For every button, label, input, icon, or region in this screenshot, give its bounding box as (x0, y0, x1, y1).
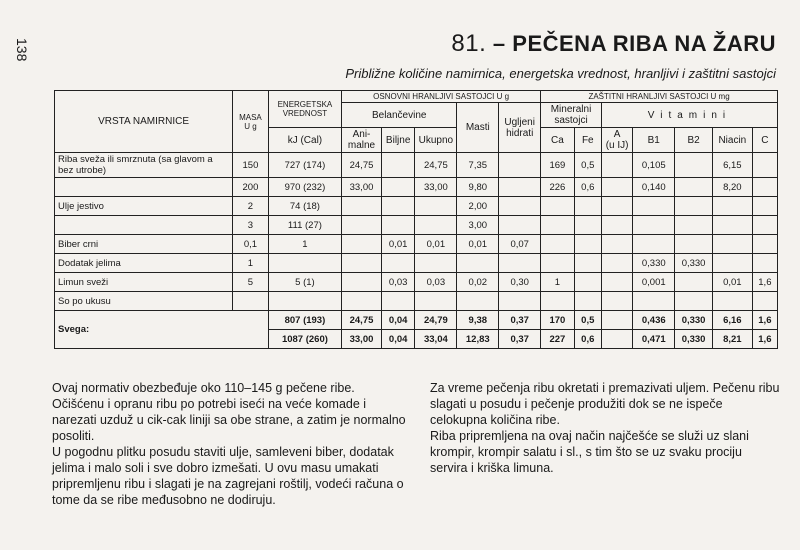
cell-bil (381, 216, 415, 235)
instructions-right (430, 380, 780, 476)
header-vitamin-c: C (752, 128, 777, 153)
nutrition-table (54, 90, 778, 349)
total-cell-ugh: 0,37 (499, 330, 541, 349)
total-cell-masti: 12,83 (457, 330, 499, 349)
header-ca: Ca (541, 128, 575, 153)
cell-c (752, 178, 777, 197)
header-masa: MASA U g (233, 91, 269, 153)
cell-uk (415, 197, 457, 216)
cell-food-name (55, 178, 233, 197)
cell-a (601, 292, 632, 311)
cell-masti: 0,02 (457, 273, 499, 292)
table-body (55, 153, 778, 349)
header-fe: Fe (574, 128, 601, 153)
cell-masa: 2 (233, 197, 269, 216)
instructions-left (52, 380, 412, 508)
totals-label: Svega: (55, 311, 269, 349)
recipe-name: – PEČENA RIBA NA ŽARU (492, 31, 776, 56)
cell-uk: 0,01 (415, 235, 457, 254)
cell-ca: 226 (541, 178, 575, 197)
cell-c (752, 254, 777, 273)
cell-ca (541, 197, 575, 216)
cell-niacin (712, 292, 752, 311)
cell-niacin (712, 216, 752, 235)
cell-food-name: Ulje jestivo (55, 197, 233, 216)
total-cell-bil: 0,04 (381, 311, 415, 330)
cell-food-name: Limun sveži (55, 273, 233, 292)
cell-ugh (499, 254, 541, 273)
cell-ugh (499, 178, 541, 197)
header-ukupno: Ukupno (415, 128, 457, 153)
cell-ca (541, 292, 575, 311)
cell-bil (381, 153, 415, 178)
cell-a (601, 216, 632, 235)
cell-ca (541, 254, 575, 273)
cell-b2: 0,330 (675, 254, 713, 273)
cell-fe: 0,6 (574, 178, 601, 197)
cell-fe (574, 197, 601, 216)
cell-niacin: 6,15 (712, 153, 752, 178)
cell-masti: 9,80 (457, 178, 499, 197)
cell-a (601, 197, 632, 216)
instruction-paragraph: Ovaj normativ obezbeđuje oko 110–145 g pečene ribe. (52, 381, 355, 395)
header-masti: Masti (457, 103, 499, 153)
cell-kj: 1 (268, 235, 341, 254)
cell-ani (342, 273, 382, 292)
recipe-title (451, 30, 776, 58)
instruction-paragraph: Očišćenu i opranu ribu po potrebi iseći na veće komade i narezati uzduž u cik-cak liniji sa obe strane, a zatim je normalno posoliti. (52, 397, 406, 443)
total-cell-b1: 0,436 (633, 311, 675, 330)
cell-kj: 5 (1) (268, 273, 341, 292)
cell-b1: 0,001 (633, 273, 675, 292)
cell-a (601, 235, 632, 254)
cell-ani (342, 197, 382, 216)
total-cell-masti: 9,38 (457, 311, 499, 330)
cell-b1: 0,105 (633, 153, 675, 178)
cell-ugh (499, 292, 541, 311)
cell-c (752, 216, 777, 235)
cell-ca: 1 (541, 273, 575, 292)
cell-a (601, 273, 632, 292)
total-cell-kj: 807 (193) (268, 311, 341, 330)
cell-bil (381, 254, 415, 273)
cell-kj (268, 254, 341, 273)
cell-c: 1,6 (752, 273, 777, 292)
cell-b1 (633, 235, 675, 254)
recipe-number: 81. (451, 30, 487, 57)
cell-b1: 0,140 (633, 178, 675, 197)
cell-b2 (675, 197, 713, 216)
total-cell-uk: 33,04 (415, 330, 457, 349)
cell-b1: 0,330 (633, 254, 675, 273)
cell-ugh (499, 216, 541, 235)
cell-food-name: Biber crni (55, 235, 233, 254)
header-vitamin-b1: B1 (633, 128, 675, 153)
cell-fe (574, 292, 601, 311)
cell-masti: 2,00 (457, 197, 499, 216)
cell-fe (574, 235, 601, 254)
cell-b2 (675, 178, 713, 197)
cell-ani (342, 254, 382, 273)
cell-ugh: 0,30 (499, 273, 541, 292)
cell-ca (541, 235, 575, 254)
total-cell-b1: 0,471 (633, 330, 675, 349)
cell-ani (342, 235, 382, 254)
cell-masa: 150 (233, 153, 269, 178)
total-cell-c: 1,6 (752, 311, 777, 330)
cell-masa: 1 (233, 254, 269, 273)
cell-food-name: Dodatak jelima (55, 254, 233, 273)
total-cell-kj: 1087 (260) (268, 330, 341, 349)
cell-a (601, 178, 632, 197)
cell-masti (457, 254, 499, 273)
cell-ca (541, 216, 575, 235)
table-row (55, 292, 778, 311)
cell-bil: 0,01 (381, 235, 415, 254)
cell-masti (457, 292, 499, 311)
cell-b2 (675, 153, 713, 178)
cell-masa: 0,1 (233, 235, 269, 254)
cell-masa: 200 (233, 178, 269, 197)
total-cell-ani: 24,75 (342, 311, 382, 330)
cell-kj: 970 (232) (268, 178, 341, 197)
cell-bil: 0,03 (381, 273, 415, 292)
table-row (55, 216, 778, 235)
cell-masa: 5 (233, 273, 269, 292)
cell-ugh (499, 197, 541, 216)
cell-a (601, 153, 632, 178)
instruction-paragraph: Riba pripremljena na ovaj način najčešće se služi uz slani krompir, krompir salatu i sl., s tim što se uz svaku prociju servira i kriška limuna. (430, 429, 749, 475)
total-cell-a (601, 311, 632, 330)
cell-food-name: So po ukusu (55, 292, 233, 311)
cell-bil (381, 292, 415, 311)
cell-masa: 3 (233, 216, 269, 235)
cell-uk (415, 292, 457, 311)
header-animalne: Ani- malne (342, 128, 382, 153)
page-number: 138 (14, 38, 30, 62)
total-cell-b2: 0,330 (675, 330, 713, 349)
cell-ugh: 0,07 (499, 235, 541, 254)
cell-b2 (675, 273, 713, 292)
cell-uk: 33,00 (415, 178, 457, 197)
cell-b1 (633, 216, 675, 235)
cell-b1 (633, 197, 675, 216)
header-vitamini: Vitamini (601, 103, 777, 128)
cell-c (752, 235, 777, 254)
cell-c (752, 197, 777, 216)
header-osnovni: OSNOVNI HRANLJIVI SASTOJCI U g (342, 91, 541, 103)
table-row (55, 254, 778, 273)
total-cell-niacin: 8,21 (712, 330, 752, 349)
header-energetska: ENERGETSKA VREDNOST (268, 91, 341, 128)
cell-kj: 111 (27) (268, 216, 341, 235)
total-cell-c: 1,6 (752, 330, 777, 349)
total-cell-fe: 0,5 (574, 311, 601, 330)
cell-fe: 0,5 (574, 153, 601, 178)
header-vrsta: VRSTA NAMIRNICE (55, 91, 233, 153)
total-cell-bil: 0,04 (381, 330, 415, 349)
cell-masti: 7,35 (457, 153, 499, 178)
cell-niacin (712, 235, 752, 254)
header-biljne: Biljne (381, 128, 415, 153)
total-cell-niacin: 6,16 (712, 311, 752, 330)
cell-masa (233, 292, 269, 311)
header-zastitni: ZAŠTITNI HRANLJIVI SASTOJCI U mg (541, 91, 778, 103)
cell-masti: 0,01 (457, 235, 499, 254)
cell-niacin (712, 197, 752, 216)
total-cell-fe: 0,6 (574, 330, 601, 349)
cell-bil (381, 197, 415, 216)
cell-fe (574, 273, 601, 292)
cell-b2 (675, 216, 713, 235)
cell-ani (342, 292, 382, 311)
table-row (55, 273, 778, 292)
cell-c (752, 292, 777, 311)
table-row (55, 153, 778, 178)
cell-food-name (55, 216, 233, 235)
header-vitamin-a: A (u IJ) (601, 128, 632, 153)
cell-ugh (499, 153, 541, 178)
cell-b2 (675, 292, 713, 311)
totals-row (55, 311, 778, 330)
header-vitamin-b2: B2 (675, 128, 713, 153)
total-cell-uk: 24,79 (415, 311, 457, 330)
cell-kj: 727 (174) (268, 153, 341, 178)
table-row (55, 178, 778, 197)
cell-a (601, 254, 632, 273)
cell-fe (574, 216, 601, 235)
instruction-paragraph: Za vreme pečenja ribu okretati i premazivati uljem. Pečenu ribu slagati u posudu i pečenje produžiti dok se ne ispeče celokupna količina ribe. (430, 381, 780, 427)
header-belancevine: Belančevine (342, 103, 457, 128)
cell-niacin: 8,20 (712, 178, 752, 197)
header-niacin: Niacin (712, 128, 752, 153)
cell-ani: 33,00 (342, 178, 382, 197)
header-ugljeni: Ugljeni hidrati (499, 103, 541, 153)
cell-b1 (633, 292, 675, 311)
cell-b2 (675, 235, 713, 254)
total-cell-ani: 33,00 (342, 330, 382, 349)
header-mineralni: Mineralni sastojci (541, 103, 602, 128)
total-cell-b2: 0,330 (675, 311, 713, 330)
cell-uk (415, 254, 457, 273)
table-row (55, 197, 778, 216)
cell-ani: 24,75 (342, 153, 382, 178)
cell-bil (381, 178, 415, 197)
total-cell-ca: 227 (541, 330, 575, 349)
cell-uk: 24,75 (415, 153, 457, 178)
cell-food-name: Riba sveža ili smrznuta (sa glavom a bez utrobe) (55, 153, 233, 178)
cell-ca: 169 (541, 153, 575, 178)
cell-c (752, 153, 777, 178)
cell-masti: 3,00 (457, 216, 499, 235)
total-cell-ugh: 0,37 (499, 311, 541, 330)
cell-ani (342, 216, 382, 235)
total-cell-ca: 170 (541, 311, 575, 330)
cell-kj: 74 (18) (268, 197, 341, 216)
cell-niacin (712, 254, 752, 273)
cell-uk: 0,03 (415, 273, 457, 292)
header-kj: kJ (Cal) (268, 128, 341, 153)
table-caption: Približne količine namirnica, energetska vrednost, hranljivi i zaštitni sastojci (345, 66, 776, 81)
cell-fe (574, 254, 601, 273)
table-row (55, 235, 778, 254)
total-cell-a (601, 330, 632, 349)
instruction-paragraph: U pogodnu plitku posudu staviti ulje, samleveni biber, dodatak jelima i malo soli i sve dobro izmešati. U ovu masu umakati pripremljenu ribu i slagati je na zagrejani roštilj, vodeći računa o tome da se ribe međusobno ne dodiruju. (52, 445, 404, 507)
cell-uk (415, 216, 457, 235)
cell-kj (268, 292, 341, 311)
cell-niacin: 0,01 (712, 273, 752, 292)
